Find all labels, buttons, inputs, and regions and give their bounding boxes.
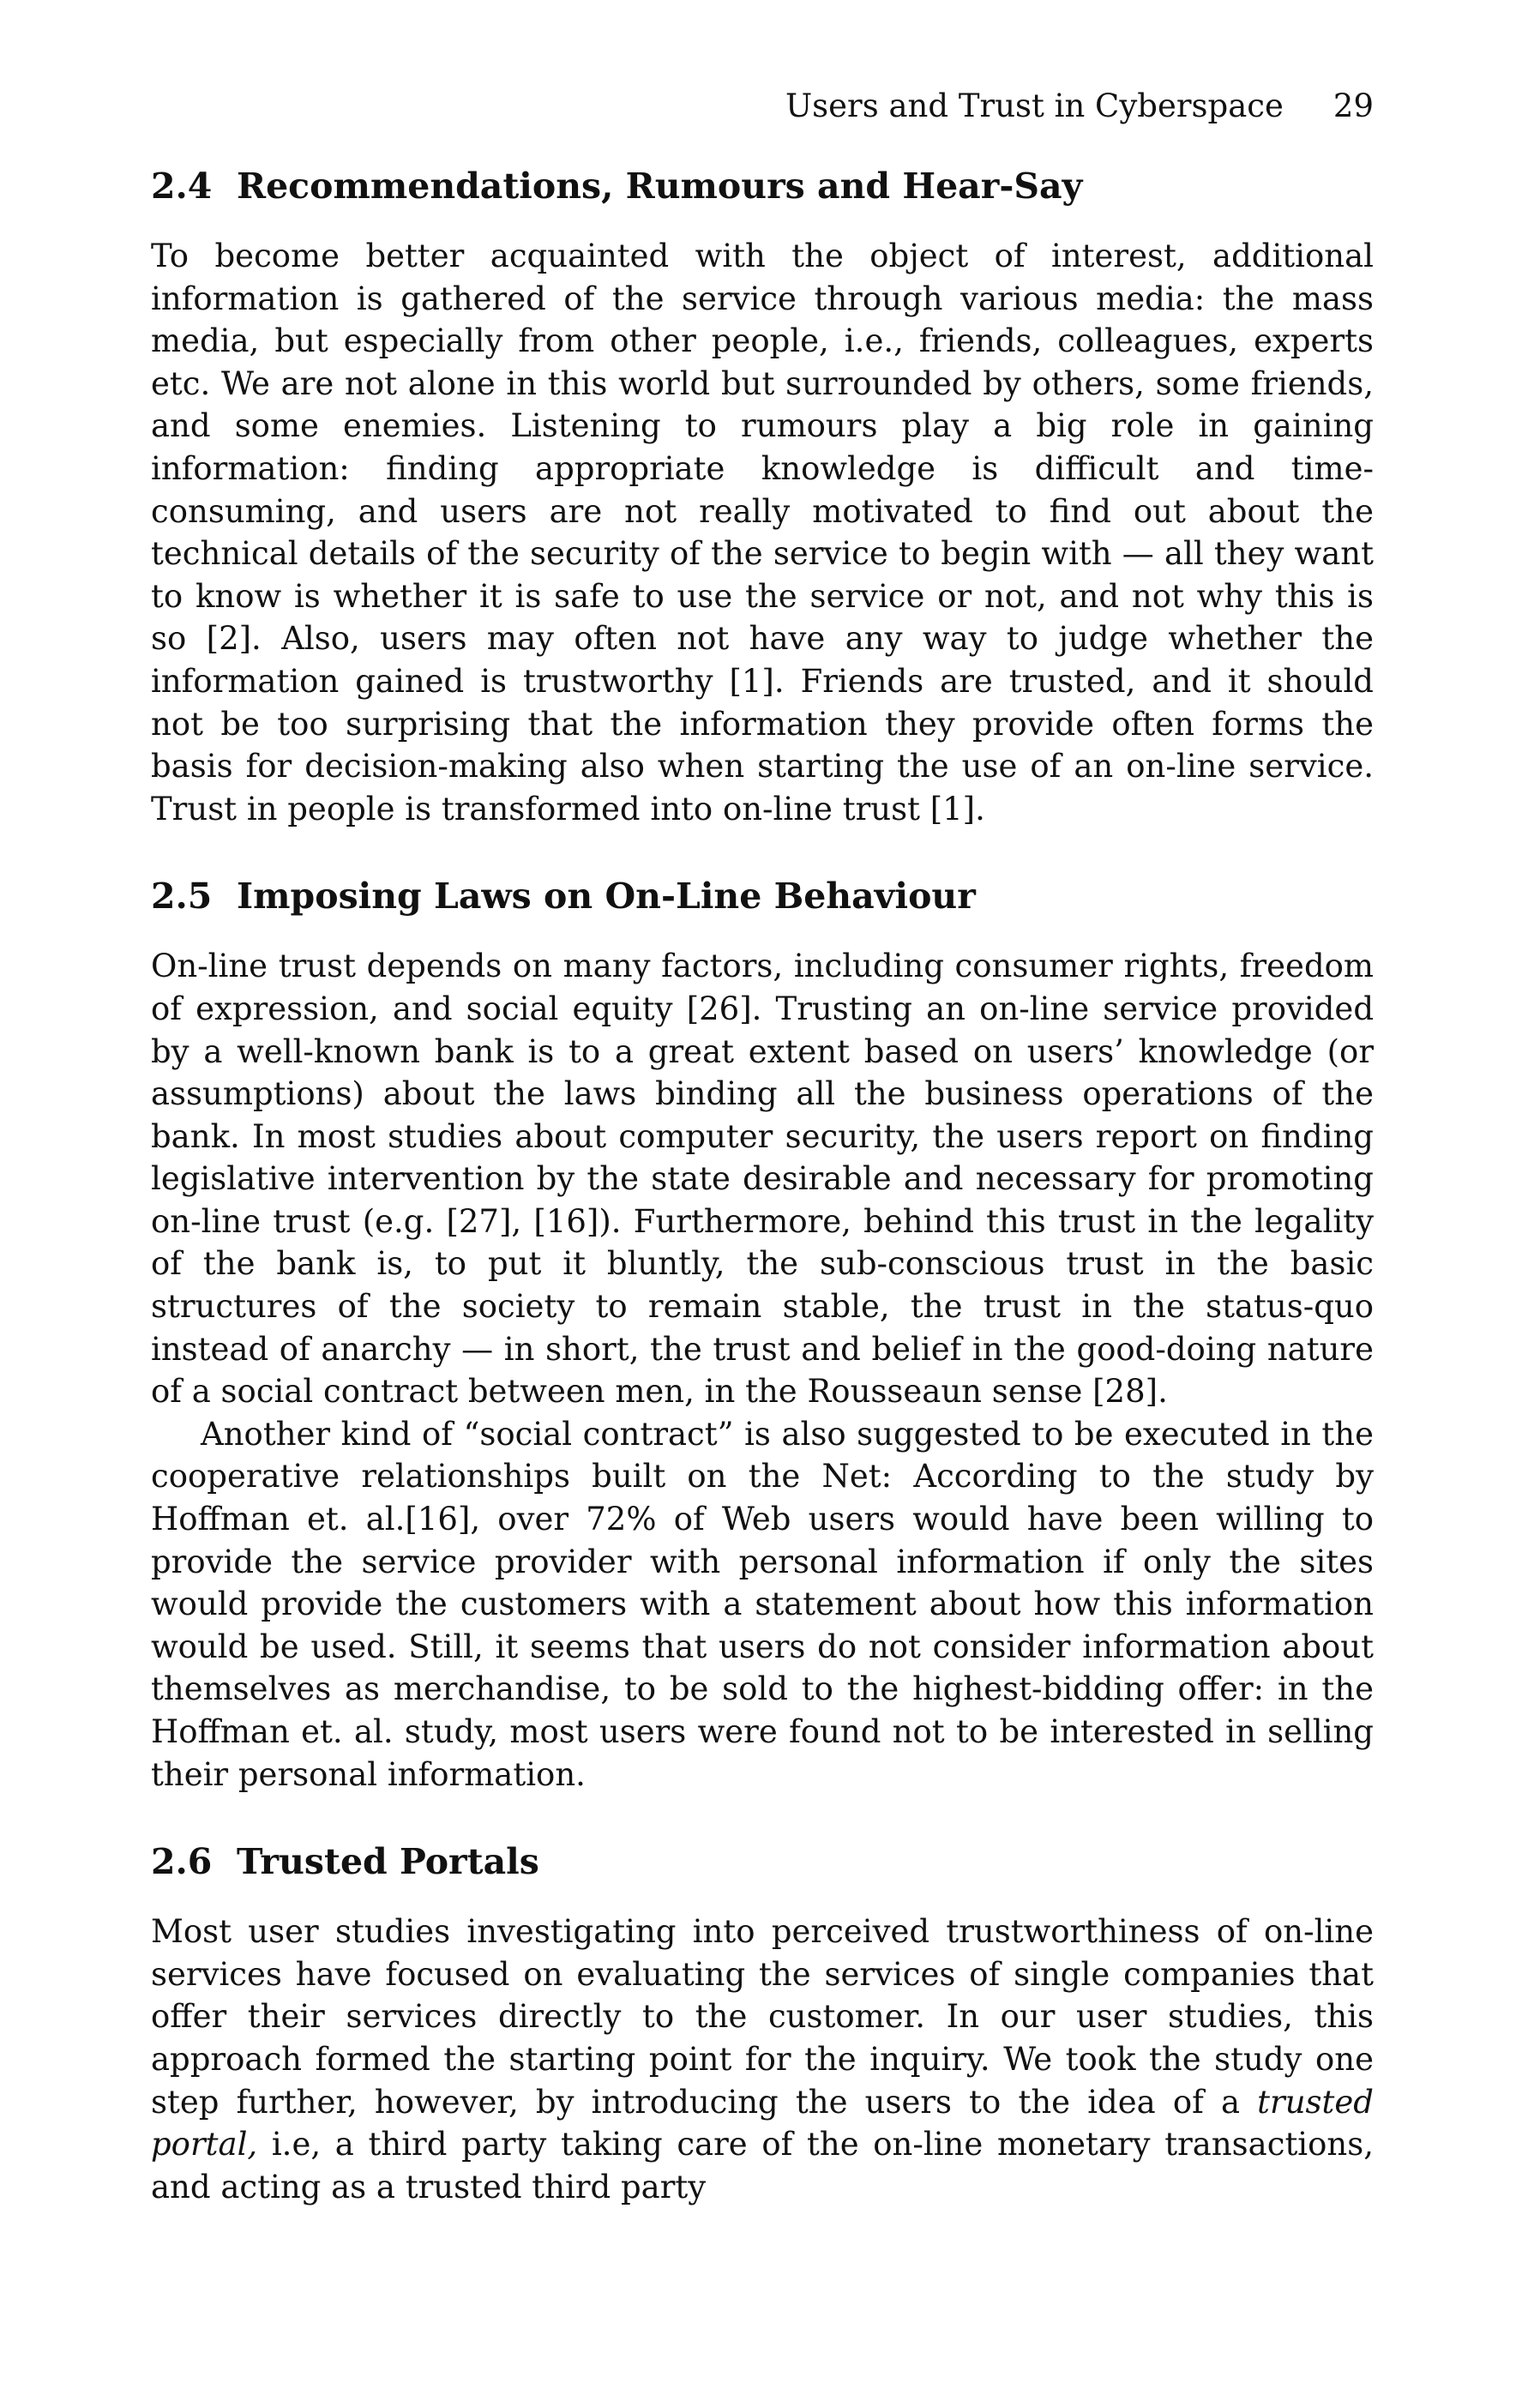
section-number: 2.4 (151, 165, 213, 207)
section-title: Recommendations, Rumours and Hear-Say (237, 165, 1083, 207)
section-title: Imposing Laws on On-Line Behaviour (237, 876, 976, 918)
paragraph: On-line trust depends on many factors, including consumer rights, freedom of expression, and social equity [26]. Trusting an on-line service provided by a well-known bank is to a great extent based on users’ knowledge (or assumptions) about the laws binding all the business operations of the bank. In most studies about computer security, the users report on finding legislative intervention by the state desirable and necessary for promoting on-line trust (e.g. [27], [16]). Furthermore, behind this trust in the legality of the bank is, to put it bluntly, the sub-conscious trust in the basic structures of the society to remain stable, the trust in the status-quo instead of anarchy — in short, the trust and belief in the good-doing nature of a social contract between men, in the Rousseaun sense [28]. (151, 948, 1374, 1411)
section-2-4 (151, 163, 1374, 830)
section-title: Trusted Portals (237, 1841, 539, 1883)
page-number: 29 (1332, 87, 1374, 124)
section-number: 2.6 (151, 1841, 213, 1883)
running-header (151, 86, 1374, 127)
emphasis-term: trusted portal, (151, 2083, 1374, 2163)
paragraph-text: Most user studies investigating into perceived trustworthiness of on-line services have focused on evaluating the services of single companies that offer their services directly to the customer. In our user studies, this approach formed the starting point for the inquiry. We took the study one step further, however, by introducing the users to the idea of a (151, 1913, 1374, 2121)
paragraph-text: i.e, a third party taking care of the on-line monetary transactions, and acting as a trusted third party (151, 2126, 1374, 2205)
section-heading (151, 163, 1374, 209)
section-2-5 (151, 873, 1374, 1796)
page (151, 86, 1374, 2251)
running-title: Users and Trust in Cyberspace (785, 87, 1284, 124)
section-heading (151, 1838, 1374, 1885)
section-number: 2.5 (151, 876, 213, 918)
section-2-6 (151, 1838, 1374, 2208)
paragraph (151, 1911, 1374, 2208)
paragraph: To become better acquainted with the object of interest, additional information is gathered of the service through various media: the mass media, but especially from other people, i.e., friends, colleagues, experts etc. We are not alone in this world but surrounded by others, some friends, and some enemies. Listening to rumours play a big role in gaining information: finding appropriate knowledge is difficult and time-consuming, and users are not really motivated to find out about the technical details of the security of the service to begin with — all they want to know is whether it is safe to use the service or not, and not why this is so [2]. Also, users may often not have any way to judge whether the information gained is trustworthy [1]. Friends are trusted, and it should not be too surprising that the information they provide often forms the basis for decision-making also when starting the use of an on-line service. Trust in people is transformed into on-line trust [1]. (151, 238, 1374, 827)
paragraph: Another kind of “social contract” is also suggested to be executed in the cooperative relationships built on the Net: According to the study by Hoffman et. al.[16], over 72% of Web users would have been willing to provide the service provider with personal information if only the sites would provide the customers with a statement about how this information would be used. Still, it seems that users do not consider information about themselves as merchandise, to be sold to the highest-bidding offer: in the Hoffman et. al. study, most users were found not to be interested in selling their personal information. (151, 1415, 1374, 1793)
section-heading (151, 873, 1374, 919)
